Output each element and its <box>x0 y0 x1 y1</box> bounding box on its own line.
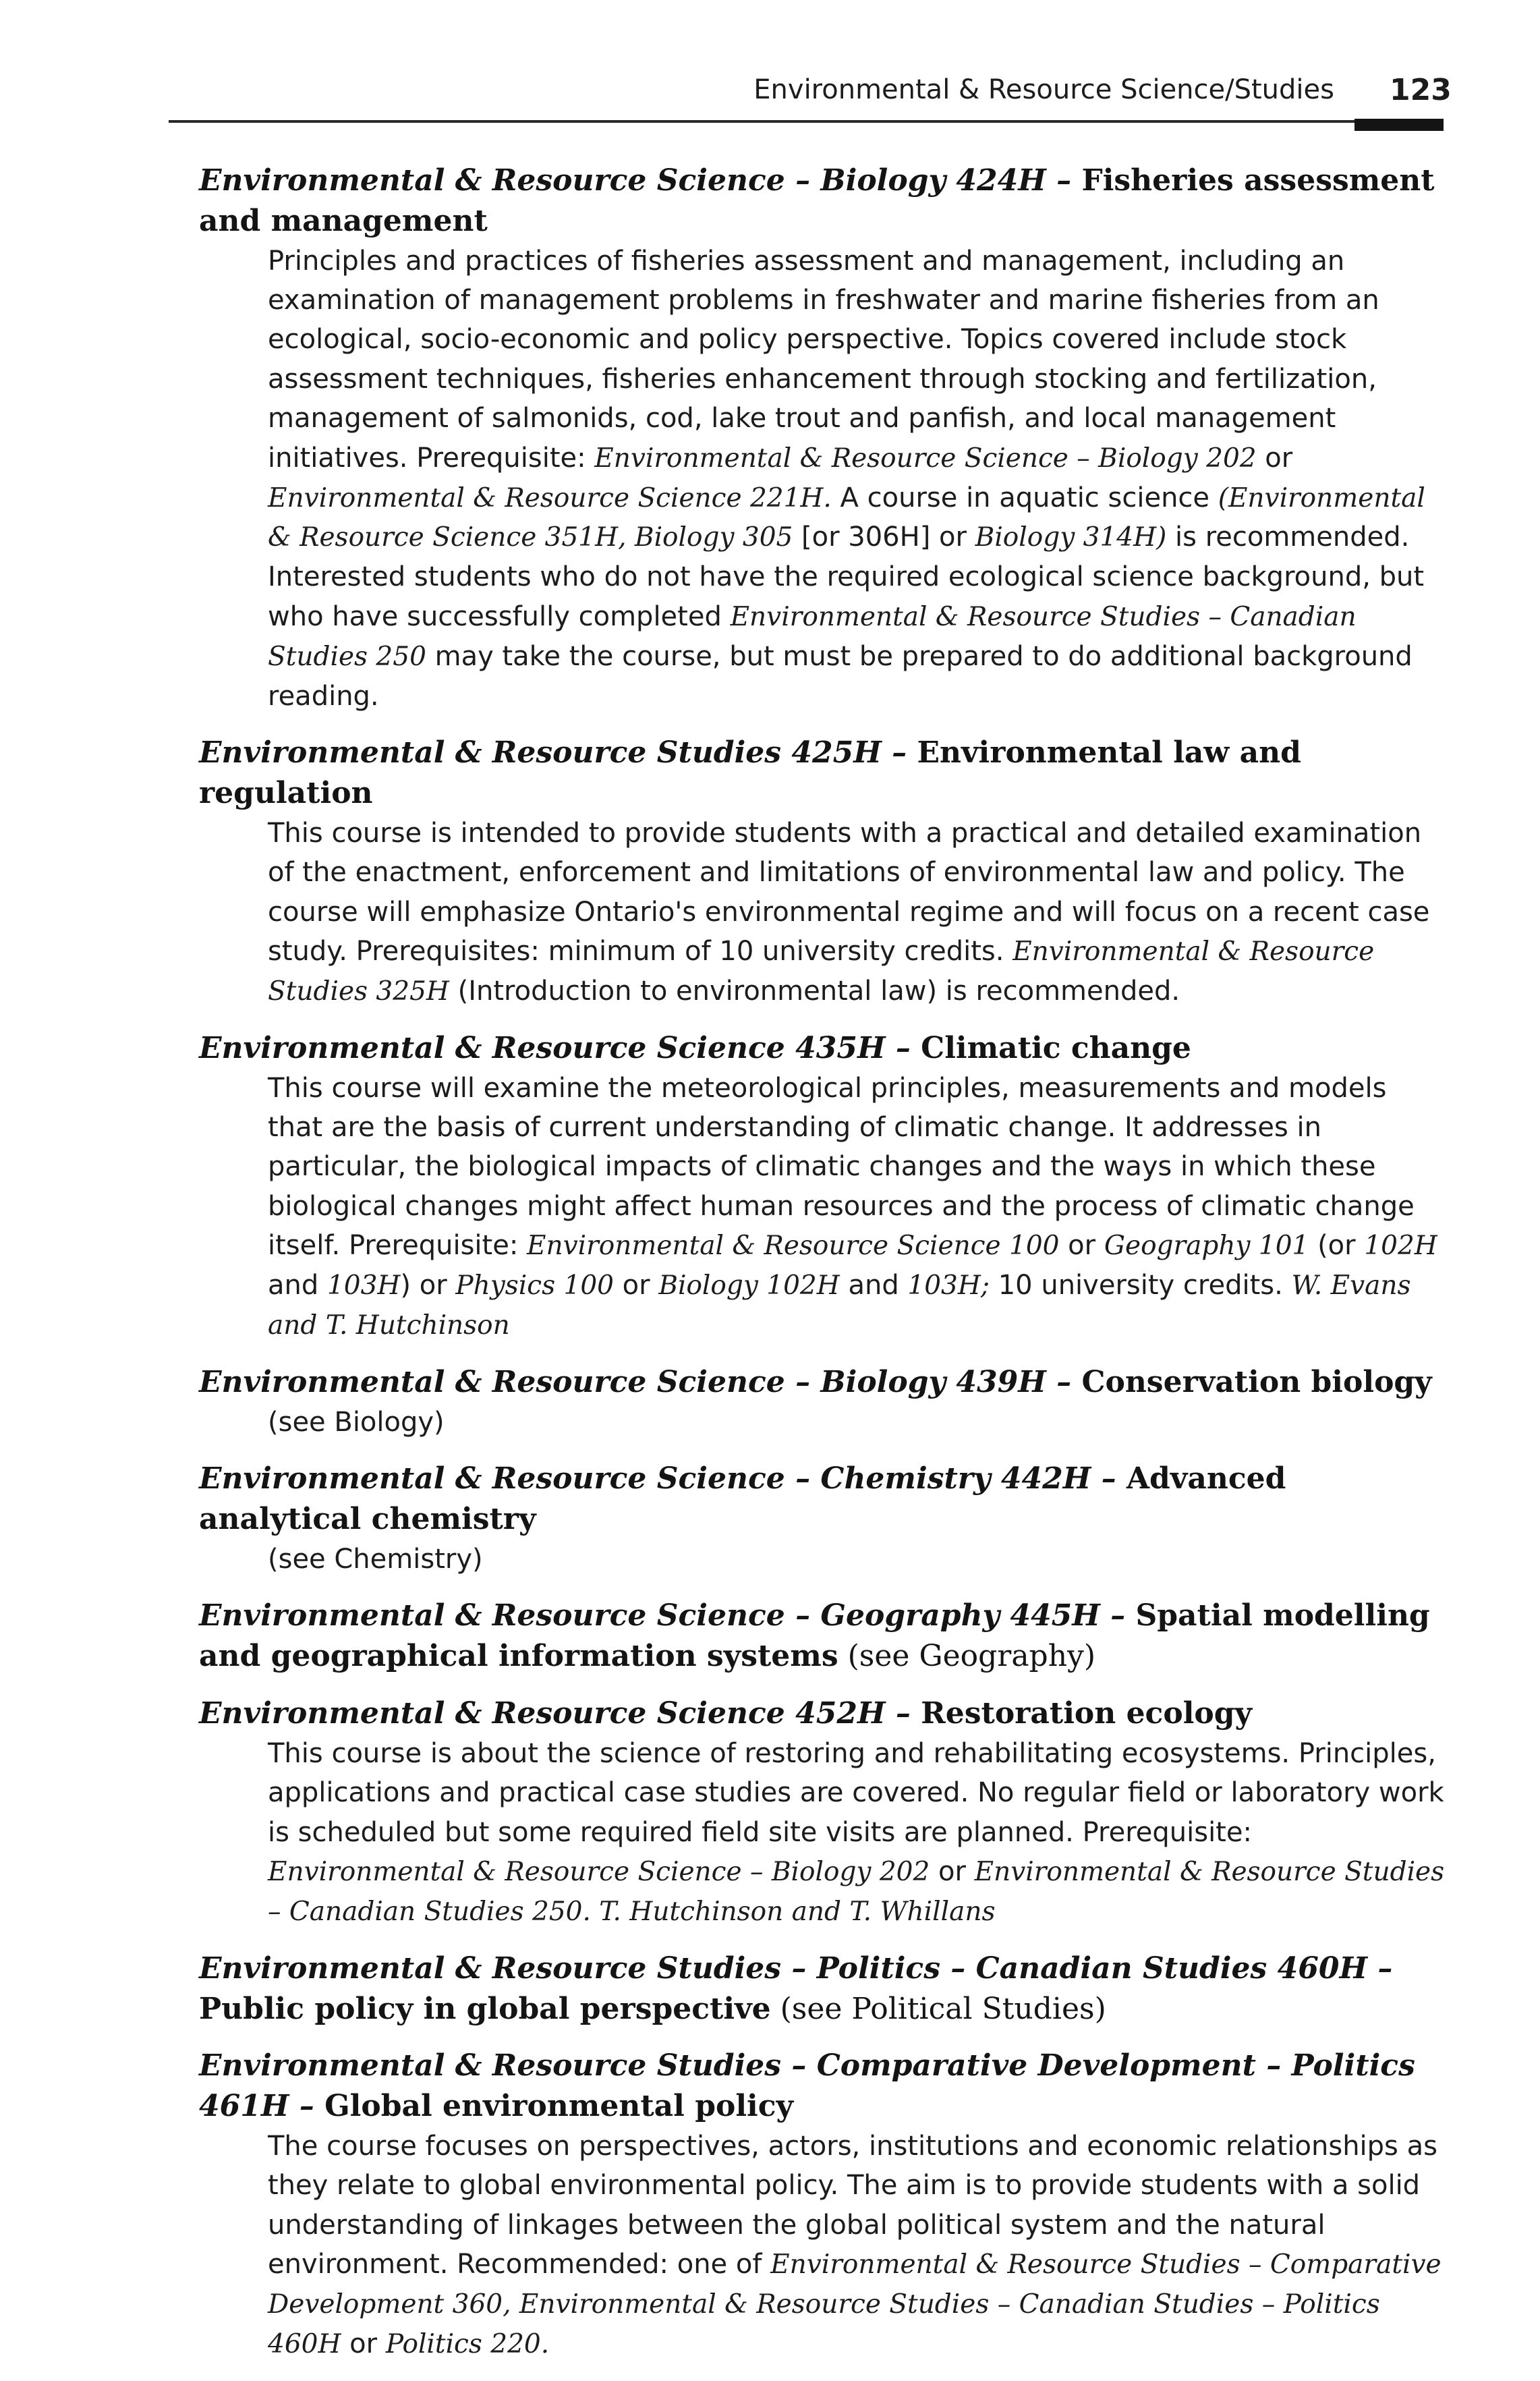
description-text: This course is intended to provide students with a practical and detailed examination of the enactment, enforcement and limitations of environmental law and policy. The course will emphasize Ontario's environmental regime and will focus on a recent case study. Prerequisites: minimum of 10 university credits. <box>268 817 1430 967</box>
course-name: Restoration ecology <box>921 1696 1253 1731</box>
course-entry <box>199 733 1447 1011</box>
course-description <box>199 814 1447 1011</box>
course-description <box>199 1069 1447 1345</box>
description-text: (see Chemistry) <box>268 1543 483 1575</box>
running-header-title: Environmental & Resource Science/Studies <box>753 74 1334 105</box>
course-name: Public policy in global perspective <box>199 1991 771 2026</box>
course-description <box>199 1540 1447 1579</box>
description-text: or <box>341 2328 386 2360</box>
course-reference: Politics 220. <box>385 2329 550 2360</box>
course-reference: Environmental & Resource Studies 325H <box>268 936 1375 1007</box>
course-cross-reference: (see Geography) <box>838 1639 1096 1674</box>
course-name: Spatial modelling and geographical information systems <box>199 1598 1430 1674</box>
description-text: The course focuses on perspectives, actors, institutions and economic relationships as they relate to global environmental policy. The aim is to provide students with a solid understanding of linkages between the global political system and the natural environment. Recommended: one of <box>268 2131 1437 2280</box>
description-text: ) or <box>400 1270 456 1301</box>
course-reference: Environmental & Resource Studies – Canadian Studies 250 <box>268 601 1357 672</box>
course-title <box>199 1362 1447 1403</box>
course-entry <box>199 1693 1447 1932</box>
header-thumb-tab <box>1354 119 1444 131</box>
course-reference: 102H <box>1364 1231 1437 1262</box>
course-reference: Physics 100 <box>455 1270 614 1301</box>
course-entry <box>199 1028 1447 1345</box>
course-entry <box>199 1362 1447 1442</box>
course-reference: Environmental & Resource Studies – Comparative Development 360, Environmental & Resource Studies – Canadian Studies – Politics 460H <box>268 2249 1442 2360</box>
course-title <box>199 1693 1447 1734</box>
course-name: Conservation biology <box>1081 1364 1432 1399</box>
course-entry <box>199 1949 1447 2029</box>
course-title <box>199 1949 1447 2029</box>
course-description <box>199 2127 1447 2364</box>
course-title <box>199 1459 1447 1540</box>
course-title <box>199 2046 1447 2127</box>
course-code: Environmental & Resource Science – Chemistry 442H – <box>199 1461 1127 1496</box>
course-reference: Biology 314H) <box>975 522 1167 553</box>
course-reference: Environmental & Resource Science 100 <box>527 1231 1060 1262</box>
course-entry <box>199 2046 1447 2364</box>
description-text: (see Biology) <box>268 1406 445 1438</box>
course-reference: Environmental & Resource Science – Biology 202 <box>268 1856 930 1887</box>
course-code: Environmental & Resource Science 452H – <box>199 1696 921 1731</box>
description-text: or <box>1059 1230 1104 1262</box>
course-name: Global environmental policy <box>324 2089 794 2124</box>
description-text: (or <box>1309 1230 1365 1262</box>
course-entry <box>199 1596 1447 1677</box>
description-text: 10 university credits. <box>990 1270 1292 1301</box>
description-text: This course is about the science of restoring and rehabilitating ecosystems. Principles, applications and practical case studies are covered. No regular field or laboratory work is scheduled but some required field site visits are planned. Prerequisite: <box>268 1737 1444 1848</box>
course-reference: Environmental & Resource Science – Biology 202 <box>594 443 1257 474</box>
page-number: 123 <box>1390 73 1452 107</box>
course-description <box>199 1403 1447 1442</box>
description-text: A course in aquatic science <box>831 482 1218 513</box>
course-name: Climatic change <box>921 1030 1191 1065</box>
course-reference: (Environmental & Resource Science 351H, Biology 305 <box>268 482 1425 553</box>
course-title <box>199 733 1447 814</box>
course-description <box>199 242 1447 716</box>
course-code: Environmental & Resource Science – Biology 424H – <box>199 163 1082 198</box>
course-code: Environmental & Resource Science 435H – <box>199 1030 921 1065</box>
course-code: Environmental & Resource Science – Geography 445H – <box>199 1598 1136 1633</box>
course-reference: 103H <box>326 1270 401 1301</box>
course-cross-reference: (see Political Studies) <box>770 1991 1106 2026</box>
description-text: [or 306H] or <box>793 522 975 553</box>
course-name: Advanced analytical chemistry <box>199 1461 1286 1537</box>
description-text: or <box>1256 442 1293 474</box>
description-text: is recommended. Interested students who do not have the required ecological science background, but who have successfully completed <box>268 522 1425 632</box>
description-text: Principles and practices of fisheries assessment and management, including an examination of management problems in freshwater and marine fisheries from an ecological, socio-economic and policy perspective. Topics covered include stock assessment techniques, fisheries enhancement through stocking and fertilization, management of salmonids, cod, lake trout and panfish, and local management initiatives. Prerequisite: <box>268 245 1379 474</box>
description-text: may take the course, but must be prepared to do additional background reading. <box>268 640 1413 712</box>
course-entry <box>199 1459 1447 1579</box>
course-title <box>199 1028 1447 1069</box>
course-reference: 103H; <box>907 1270 990 1301</box>
course-code: Environmental & Resource Studies 425H – <box>199 735 917 771</box>
description-text: and <box>268 1270 327 1301</box>
description-text: (Introduction to environmental law) is recommended. <box>449 975 1180 1007</box>
course-name: Environmental law and regulation <box>199 735 1301 810</box>
course-reference: W. Evans and T. Hutchinson <box>268 1270 1411 1341</box>
running-header <box>0 0 1540 135</box>
description-text: This course will examine the meteorological principles, measurements and models that are the basis of current understanding of climatic change. It addresses in particular, the biological impacts of climatic changes and the ways in which these biological changes might affect human resources and the process of climatic change itself. Prerequisite: <box>268 1072 1415 1262</box>
course-reference: Environmental & Resource Science 221H. <box>268 482 832 513</box>
course-entry <box>199 161 1447 716</box>
course-name: Fisheries assessment and management <box>199 163 1435 238</box>
description-text: and <box>839 1270 908 1301</box>
course-description <box>199 1734 1447 1932</box>
course-listing <box>199 161 1447 2381</box>
course-reference: Biology 102H <box>658 1270 840 1301</box>
course-code: Environmental & Resource Studies – Comparative Development – Politics 461H – <box>199 2048 1415 2124</box>
description-text: or <box>930 1855 975 1887</box>
course-title <box>199 1596 1447 1677</box>
description-text: or <box>613 1270 659 1301</box>
course-code: Environmental & Resource Studies – Politics – Canadian Studies 460H – <box>199 1951 1393 1986</box>
course-reference: Environmental & Resource Studies – Canadian Studies 250. T. Hutchinson and T. Whillans <box>268 1856 1445 1927</box>
course-code: Environmental & Resource Science – Biology 439H – <box>199 1364 1082 1399</box>
header-rule <box>169 120 1444 123</box>
course-title <box>199 161 1447 242</box>
course-reference: Geography 101 <box>1104 1231 1309 1262</box>
